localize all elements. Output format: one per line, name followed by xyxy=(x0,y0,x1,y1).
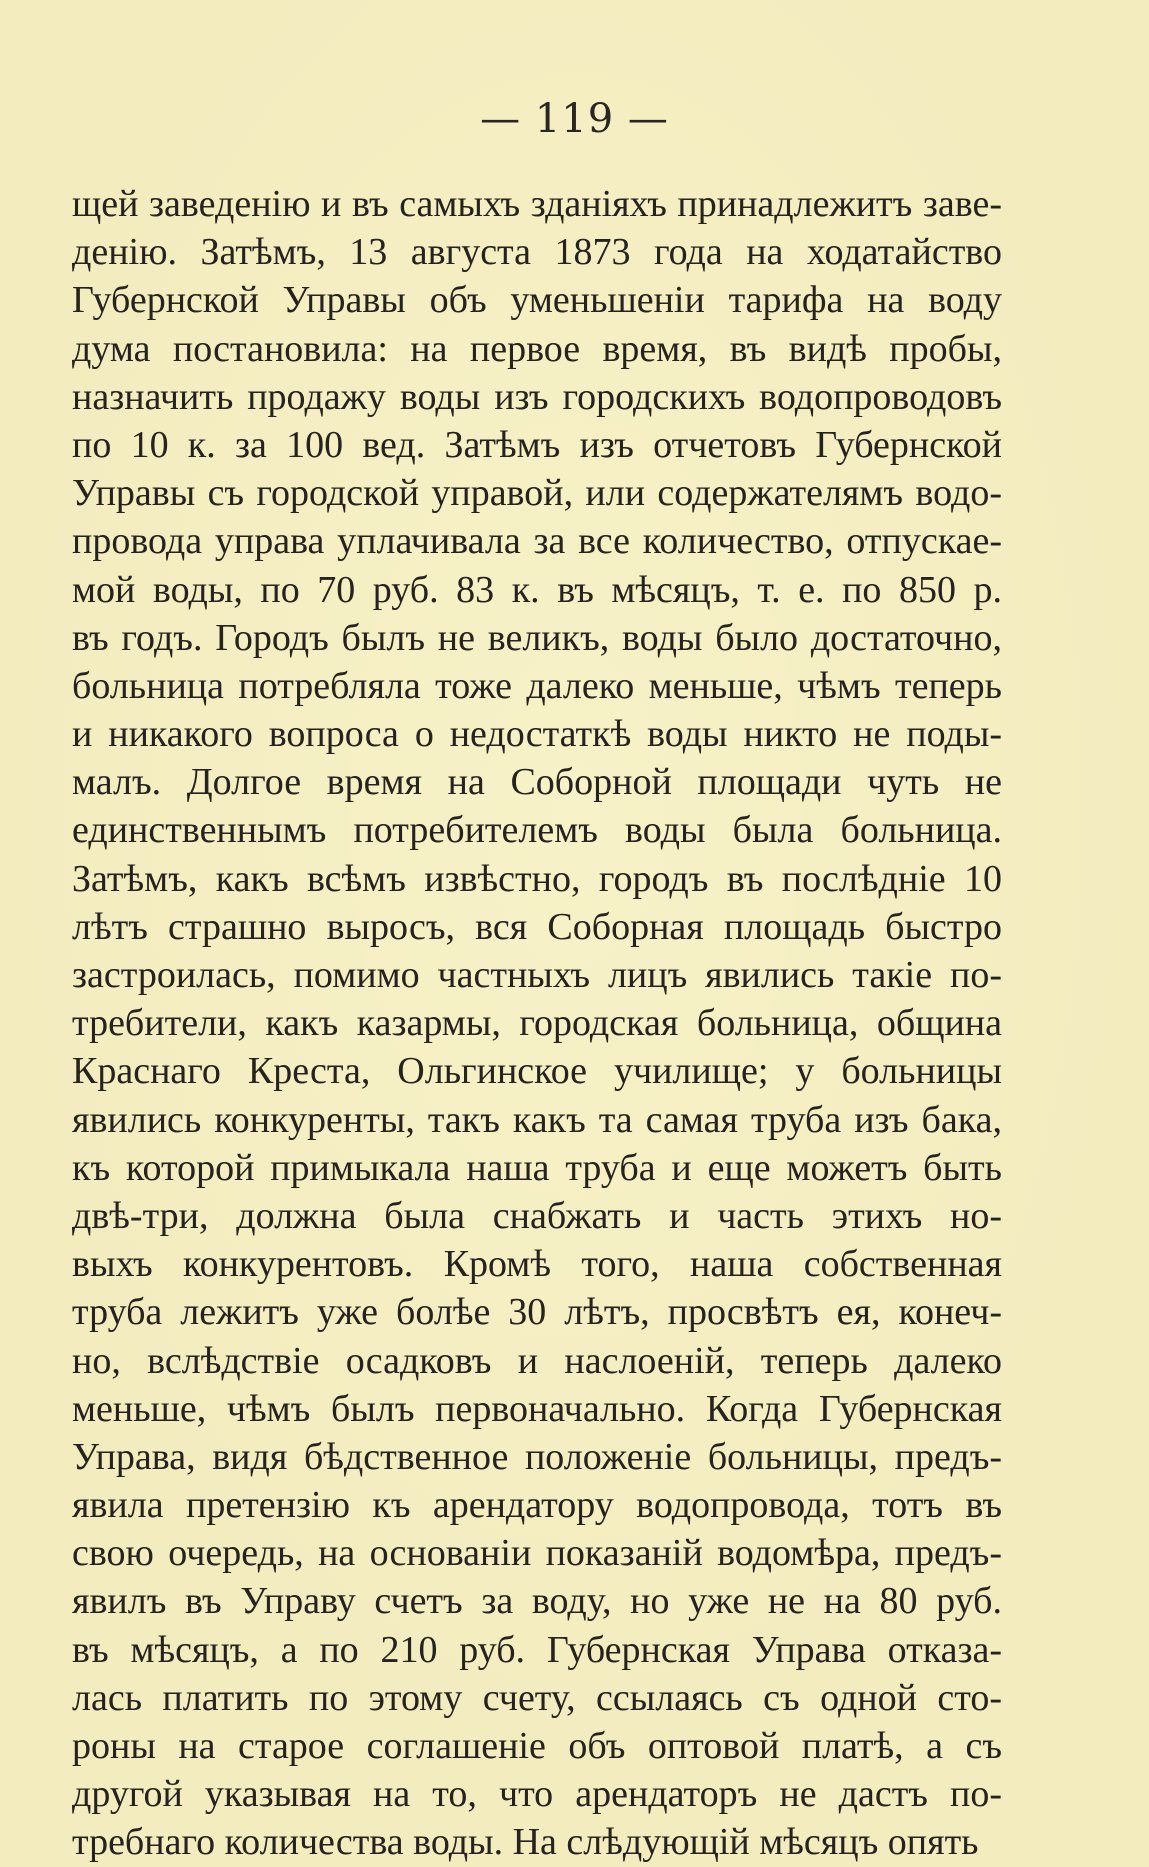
text-line: въ мѣсяцъ, а по 210 руб. Губернская Управа отказа- xyxy=(72,1628,1002,1671)
text-line: другой указывая на то, что арендаторъ не дастъ по- xyxy=(72,1773,1002,1816)
text-line: явилъ въ Управу счетъ за воду, но уже не на 80 руб. xyxy=(72,1580,1002,1623)
text-line: двѣ-три, должна была снабжать и часть этихъ но- xyxy=(72,1194,1002,1237)
text-line: требители, какъ казармы, городская больница, община xyxy=(72,1002,1002,1045)
text-line: явила претензію къ арендатору водопровода, тотъ въ xyxy=(72,1484,1002,1527)
text-line: Затѣмъ, какъ всѣмъ извѣстно, городъ въ послѣдніе 10 xyxy=(72,857,1002,900)
text-line: застроилась, помимо частныхъ лицъ явились такіе по- xyxy=(72,954,1002,996)
text-line: выхъ конкурентовъ. Кромѣ того, наша собственная xyxy=(72,1243,1002,1286)
text-line: щей заведенію и въ самыхъ зданіяхъ принадлежитъ заве- xyxy=(72,183,1002,225)
text-line: требнаго количества воды. На слѣдующій мѣсяцъ опять xyxy=(72,1821,979,1864)
text-line: денію. Затѣмъ, 13 августа 1873 года на ходатайство xyxy=(72,231,1002,274)
text-line: но, вслѣдствіе осадковъ и наслоеній, теперь далеко xyxy=(72,1339,1002,1382)
page-number: — 119 — xyxy=(480,96,669,142)
text-line: Краснаго Креста, Ольгинское училище; у больницы xyxy=(72,1050,1002,1093)
text-line: къ которой примыкала наша труба и еще можетъ быть xyxy=(72,1146,1002,1189)
text-line: явились конкуренты, такъ какъ та самая труба изъ бака, xyxy=(72,1098,1002,1141)
text-line: и никакого вопроса о недостаткѣ воды никто не поды- xyxy=(72,713,1002,756)
text-line: дума постановила: на первое время, въ видѣ пробы, xyxy=(72,327,1002,370)
text-line: Управа, видя бѣдственное положеніе больницы, предъ- xyxy=(72,1435,1002,1478)
text-line: свою очередь, на основаніи показаній водомѣра, предъ- xyxy=(72,1532,1002,1575)
text-line: Губернской Управы объ уменьшеніи тарифа на воду xyxy=(72,279,1002,322)
text-line: единственнымъ потребителемъ воды была больница. xyxy=(72,809,1002,852)
text-line: назначить продажу воды изъ городскихъ водопроводовъ xyxy=(72,375,1002,418)
text-line: по 10 к. за 100 вед. Затѣмъ изъ отчетовъ Губернской xyxy=(72,423,1002,466)
text-line: меньше, чѣмъ былъ первоначально. Когда Губернская xyxy=(72,1387,1002,1430)
text-line: больница потребляла тоже далеко меньше, чѣмъ теперь xyxy=(72,664,1002,707)
text-line: въ годъ. Городъ былъ не великъ, воды было достаточно, xyxy=(72,616,1002,659)
text-line: Управы съ городской управой, или содержателямъ водо- xyxy=(72,472,1002,515)
text-line: лась платить по этому счету, ссылаясь съ одной сто- xyxy=(72,1676,1002,1719)
text-line: провода управа уплачивала за все количество, отпускае- xyxy=(72,520,1002,563)
text-line: мой воды, по 70 руб. 83 к. въ мѣсяцъ, т. е. по 850 р. xyxy=(72,568,1002,611)
body-text xyxy=(72,180,1002,1867)
text-line: малъ. Долгое время на Соборной площади чуть не xyxy=(72,761,1002,804)
text-line: лѣтъ страшно выросъ, вся Соборная площадь быстро xyxy=(72,905,1002,948)
text-line: роны на старое соглашеніе объ оптовой платѣ, а съ xyxy=(72,1725,1002,1767)
text-line: труба лежитъ уже болѣе 30 лѣтъ, просвѣтъ ея, конеч- xyxy=(72,1291,1002,1334)
